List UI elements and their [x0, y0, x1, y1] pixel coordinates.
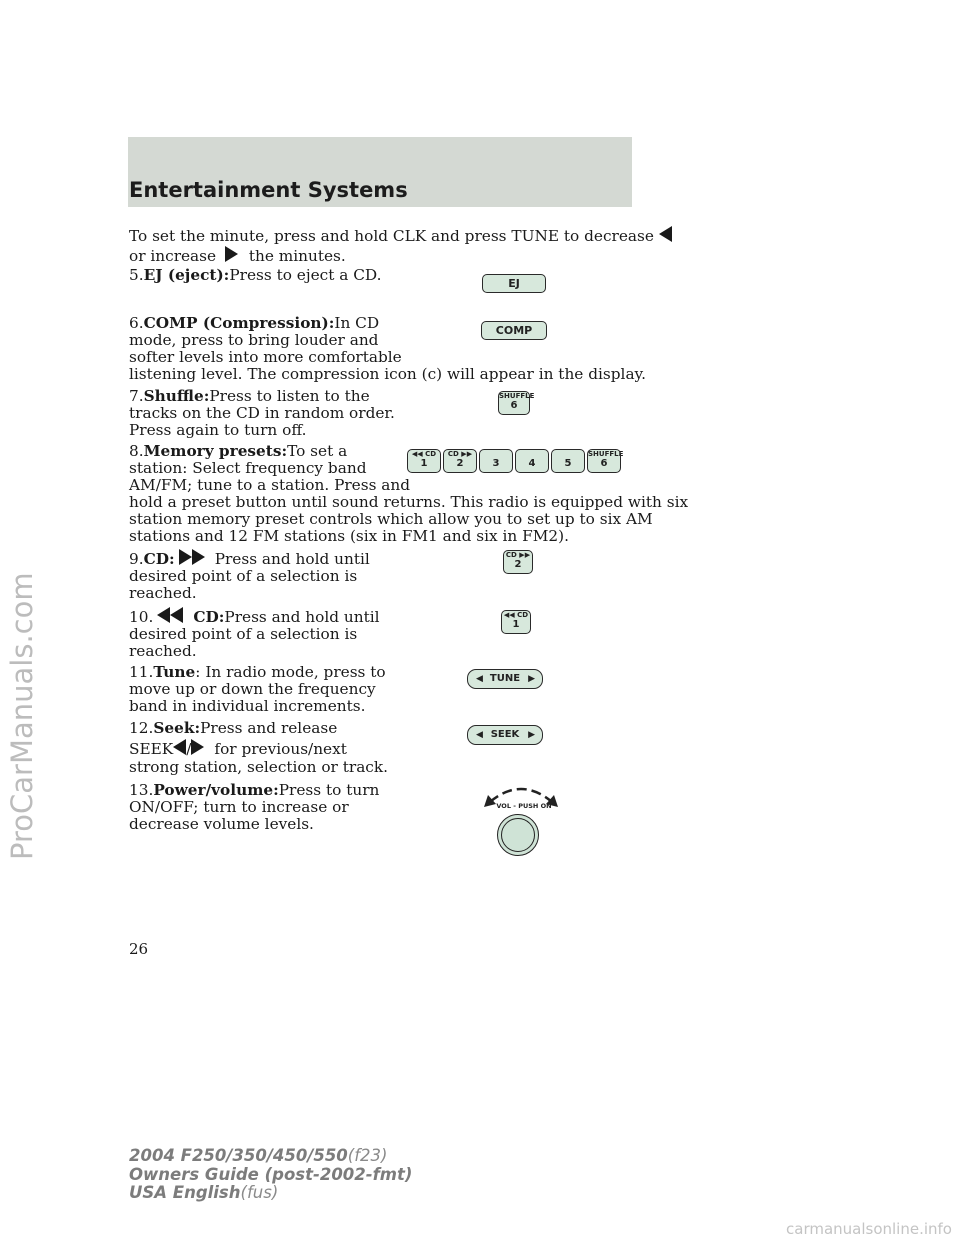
item-number: 10.: [129, 608, 154, 626]
item-number: 9.: [129, 550, 144, 568]
button-number: 1: [512, 619, 520, 630]
volume-knob-diagram: [476, 780, 566, 860]
preset-button-5[interactable]: [551, 449, 585, 473]
cd-forward-button[interactable]: [503, 550, 533, 574]
item-seek-line: [129, 739, 347, 758]
tune-left-arrow-icon: ◀: [476, 674, 483, 684]
item-text: /: [186, 740, 192, 758]
side-watermark: ProCarManuals.com: [5, 572, 39, 860]
item-text: : In radio mode, press to: [195, 663, 386, 681]
preset-number: 3: [492, 458, 500, 469]
button-number: 6: [510, 400, 518, 411]
item-text-line: strong station, selection or track.: [129, 758, 389, 776]
item-text-line: mode, press to bring louder and: [129, 331, 379, 349]
bottom-watermark: carmanualsonline.info: [786, 1220, 952, 1238]
item-text-line: band in individual increments.: [129, 697, 366, 715]
item-compression: [129, 315, 379, 332]
item-text-line: Press again to turn off.: [129, 421, 307, 439]
preset-top-label: [516, 450, 548, 458]
preset-top-label: SHUFFLE: [588, 450, 624, 458]
item-text: SEEK: [129, 740, 174, 758]
item-title: Power/volume:: [153, 781, 279, 799]
item-number: 6.: [129, 314, 144, 332]
item-cd-reverse: [129, 607, 380, 626]
item-text-line: station: Select frequency band: [129, 459, 367, 477]
item-title: Seek:: [153, 719, 201, 737]
tune-right-arrow-icon: ▶: [528, 674, 535, 684]
item-number: 13.: [129, 781, 154, 799]
footer-language-code: (fus): [240, 1183, 279, 1202]
button-number: 2: [514, 559, 522, 570]
volume-knob-inner-ring: [501, 818, 535, 852]
item-number: 5.: [129, 266, 144, 284]
footer-line3: [129, 1184, 412, 1203]
seek-right-arrow-icon: ▶: [528, 730, 535, 740]
preset-button-3[interactable]: [479, 449, 513, 473]
seek-forward-arrow-icon: [191, 739, 204, 755]
item-text: Press to eject a CD.: [229, 266, 382, 284]
item-seek: [129, 720, 337, 737]
item-text-line: reached.: [129, 584, 197, 602]
preset-number: 1: [420, 458, 428, 469]
preset-top-label: [552, 450, 584, 458]
footer-model-code: (f23): [347, 1146, 388, 1165]
item-number: 12.: [129, 719, 154, 737]
intro-line1: To set the minute, press and hold CLK and press TUNE to decrease: [129, 227, 654, 245]
preset-number: 2: [456, 458, 464, 469]
footer: [129, 1147, 412, 1203]
seek-button[interactable]: [467, 725, 543, 745]
page-title: Entertainment Systems: [129, 178, 408, 202]
item-eject: [129, 267, 381, 284]
item-text: In CD: [334, 314, 380, 332]
decrease-arrow-icon: [659, 226, 672, 242]
item-text: To set a: [287, 442, 348, 460]
forward-arrow-icon: [179, 549, 192, 565]
cd-reverse-button[interactable]: [501, 610, 531, 634]
item-text-line: AM/FM; tune to a station. Press and: [129, 476, 411, 494]
footer-model: 2004 F250/350/450/550: [129, 1146, 348, 1165]
item-title: Memory presets:: [143, 442, 288, 460]
item-text-line: softer levels into more comfortable: [129, 348, 402, 366]
item-text-line: decrease volume levels.: [129, 815, 314, 833]
seek-back-arrow-icon: [173, 739, 186, 755]
item-text-line: move up or down the frequency: [129, 680, 376, 698]
volume-knob[interactable]: [497, 814, 539, 856]
item-text: Press and hold until: [214, 550, 370, 568]
reverse-arrow-icon: [170, 607, 183, 623]
intro-line2-a: or increase: [129, 247, 217, 265]
item-memory-presets: [129, 443, 347, 460]
item-text-line: desired point of a selection is: [129, 567, 358, 585]
eject-button[interactable]: EJ: [482, 274, 546, 293]
footer-line1: [129, 1147, 412, 1166]
volume-knob-label: VOL - PUSH ON: [496, 802, 552, 810]
footer-language: USA English: [129, 1183, 241, 1202]
item-title: CD:: [143, 550, 175, 568]
item-text-line: desired point of a selection is: [129, 625, 358, 643]
preset-top-label: ◀◀ CD: [411, 450, 437, 458]
item-text: Press and release: [200, 719, 338, 737]
tune-label: TUNE: [489, 673, 521, 684]
preset-button-4[interactable]: [515, 449, 549, 473]
preset-top-label: [480, 450, 512, 458]
preset-number: 4: [528, 458, 536, 469]
page-number: 26: [129, 940, 149, 958]
increase-arrow-icon: [225, 246, 238, 262]
preset-button-2[interactable]: [443, 449, 477, 473]
preset-button-6[interactable]: [587, 449, 624, 473]
button-top-label: CD ▶▶: [505, 551, 531, 559]
forward-arrow-icon: [192, 549, 205, 565]
item-cd-forward: [129, 549, 370, 568]
item-text-line: tracks on the CD in random order.: [129, 404, 395, 422]
seek-label: SEEK: [490, 729, 520, 740]
intro-line2-b: the minutes.: [248, 247, 346, 265]
item-tune: [129, 664, 386, 681]
compression-button[interactable]: COMP: [481, 321, 547, 340]
item-title: Tune: [153, 663, 196, 681]
seek-left-arrow-icon: ◀: [476, 730, 483, 740]
item-title: Shuffle:: [143, 387, 210, 405]
intro-paragraph-2: [129, 246, 346, 265]
preset-number: 6: [600, 458, 608, 469]
item-number: 11.: [129, 663, 154, 681]
button-top-label: SHUFFLE: [499, 392, 535, 400]
item-title: COMP (Compression):: [143, 314, 335, 332]
item-text-line: station memory preset controls which allow you to set up to six AM: [129, 510, 653, 528]
tune-button[interactable]: [467, 669, 543, 689]
button-top-label: ◀◀ CD: [503, 611, 529, 619]
item-number: 8.: [129, 442, 144, 460]
item-title: CD:: [193, 608, 225, 626]
item-shuffle: [129, 388, 370, 405]
intro-paragraph: [129, 226, 672, 245]
preset-button-1[interactable]: [407, 449, 441, 473]
preset-top-label: CD ▶▶: [447, 450, 473, 458]
item-text: Press to turn: [278, 781, 380, 799]
item-text-line: ON/OFF; turn to increase or: [129, 798, 349, 816]
item-text-line: stations and 12 FM stations (six in FM1 and six in FM2).: [129, 527, 569, 545]
item-text: Press to listen to the: [209, 387, 370, 405]
footer-guide: Owners Guide (post-2002-fmt): [129, 1164, 413, 1184]
item-number: 7.: [129, 387, 144, 405]
item-text-line: reached.: [129, 642, 197, 660]
shuffle-button[interactable]: [498, 391, 535, 415]
preset-number: 5: [564, 458, 572, 469]
item-text: for previous/next: [214, 740, 347, 758]
item-text-line: hold a preset button until sound returns. This radio is equipped with six: [129, 493, 689, 511]
item-text: Press and hold until: [224, 608, 380, 626]
item-title: EJ (eject):: [143, 266, 230, 284]
reverse-arrow-icon: [157, 607, 170, 623]
item-power-volume: [129, 782, 379, 799]
item-text-line: listening level. The compression icon (c) will appear in the display.: [129, 365, 647, 383]
footer-line2: [129, 1166, 412, 1185]
